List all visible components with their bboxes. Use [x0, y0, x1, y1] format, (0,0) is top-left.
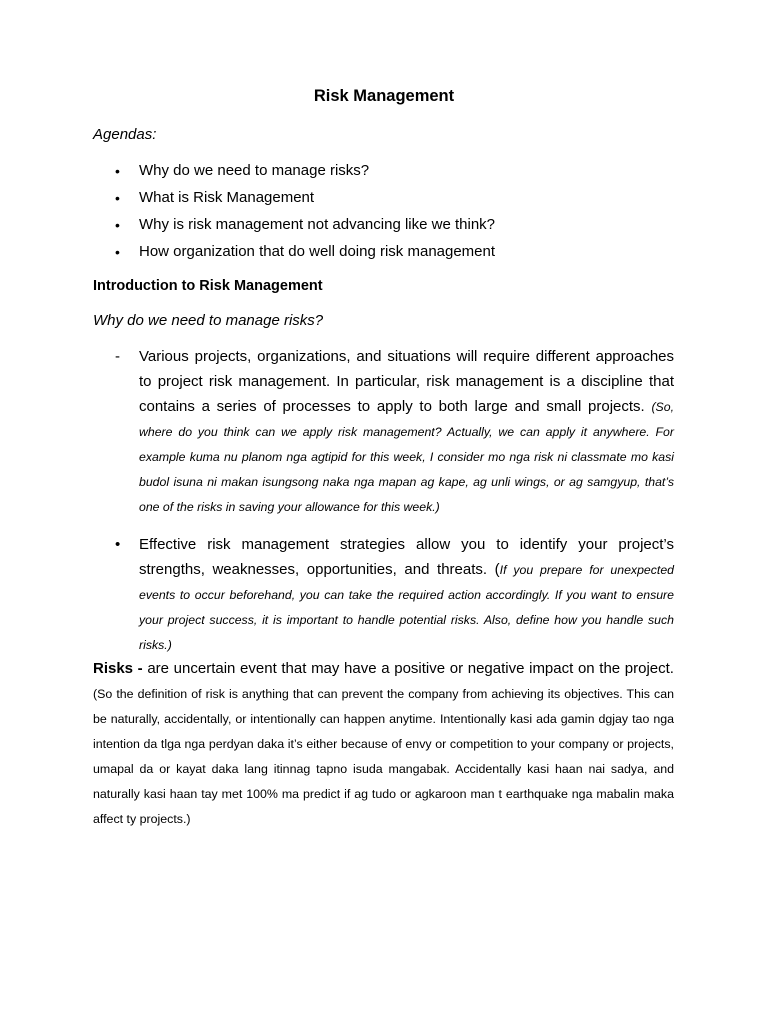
item-text: Effective risk management strategies allow you to identify your project’s strengths, weaknesses, opportunities, and threats. — [139, 536, 674, 578]
risks-note: (So the definition of risk is anything that can prevent the company from achieving its objectives. This can be naturally, accidentally, or intentionally can happen anytime. Intentionally kasi ada gamin dgjay tao nga intention da tlga nga perdyan daka it’s either because of envy or competition to your company or projects, umapal da or kayat daka lang itinnag tapno isuda mangabak. Accidentally kasi haan nai sadya, and naturally kasi haan tay met 100% ma predict if ag tudo or agkaroon man t earthquake nga mabalin maka affect ty projects.) — [93, 687, 674, 826]
bullet-icon: • — [115, 163, 120, 179]
agenda-item-text: Why is risk management not advancing like we think? — [139, 216, 496, 233]
agenda-list — [93, 160, 693, 268]
agenda-item — [93, 241, 693, 268]
item-note: (So, where do you think can we apply risk management? Actually, we can apply it anywhere. For example kuma nu planom nga agtipid for this week, I consider mo nga risk ni classmate mo kasi budol isuna ni makan isungsong naka nga mapan ag kape, ag unli wings, or ag samgyup, that’s one of the risks in saving your allowance for this week.) — [139, 400, 674, 514]
dash-marker: - — [115, 348, 120, 365]
risks-definition-paragraph — [93, 656, 674, 831]
agenda-item-text: What is Risk Management — [139, 189, 315, 206]
bullet-icon: • — [115, 217, 120, 233]
agenda-item-text: How organization that do well doing risk management — [139, 243, 496, 260]
agenda-item-text: Why do we need to manage risks? — [139, 162, 370, 179]
risks-term: Risks - — [93, 660, 143, 677]
agendas-label: Agendas: — [93, 126, 157, 143]
bullet-icon: • — [115, 244, 120, 260]
agenda-item — [93, 187, 693, 214]
risks-definition: are uncertain event that may have a positive or negative impact on the project. — [147, 660, 674, 677]
question-heading: Why do we need to manage risks? — [93, 312, 324, 329]
bullet-icon: • — [115, 190, 120, 206]
agenda-item — [93, 160, 693, 187]
item-note: If you prepare for unexpected events to occur beforehand, you can take the required action accordingly. If you want to ensure your project success, it is important to handle potential risks. Also, define how you handle such risks.) — [139, 563, 674, 652]
item-text: Various projects, organizations, and situations will require different approaches to project risk management. In particular, risk management is a discipline that contains a series of processes to apply to both large and small projects. — [139, 348, 674, 415]
agenda-item — [93, 214, 693, 241]
list-item-body — [139, 344, 674, 519]
list-item-body — [139, 532, 674, 657]
section-heading: Introduction to Risk Management — [93, 278, 323, 294]
list-item-projects — [93, 344, 674, 519]
bullet-icon: • — [115, 536, 121, 553]
page-title: Risk Management — [313, 87, 455, 105]
item-note-open: ( — [494, 561, 500, 578]
list-item-strategies — [93, 532, 674, 657]
